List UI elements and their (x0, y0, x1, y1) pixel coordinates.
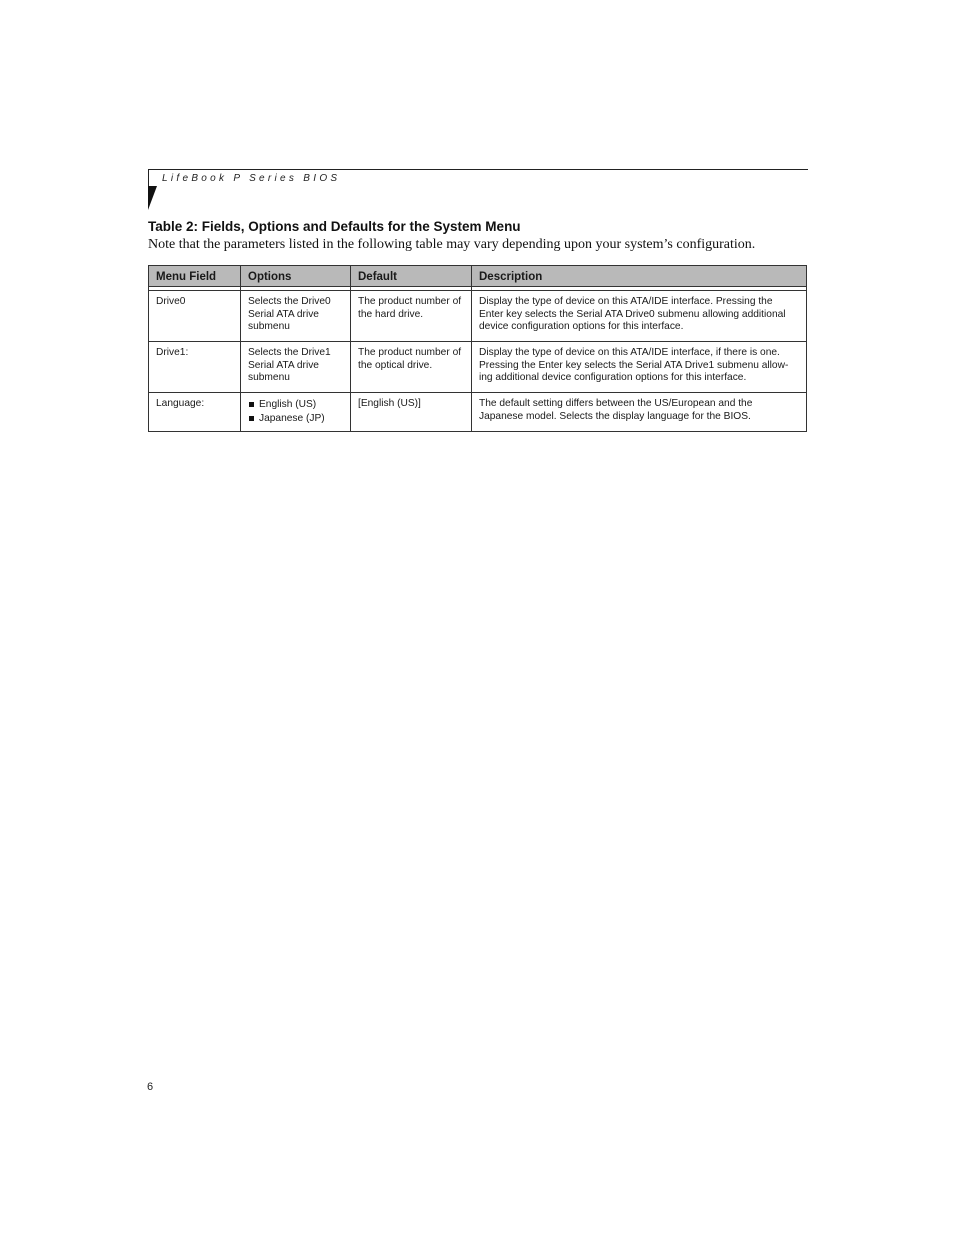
cell-menu-field: Language: (149, 393, 241, 432)
cell-options: Selects the Drive1 Serial ATA drive submenu (241, 342, 351, 393)
list-item: Japanese (JP) (248, 412, 343, 426)
table-row (149, 393, 807, 432)
system-menu-table (148, 265, 807, 432)
cell-default: The product number of the hard drive. (351, 291, 472, 342)
table-header-row (149, 266, 807, 287)
cell-options (241, 393, 351, 432)
header-rule (148, 169, 808, 170)
table-title: Table 2: Fields, Options and Defaults for the System Menu (148, 219, 521, 234)
cell-description: Display the type of device on this ATA/IDE interface. Pressing the Enter key selects the Serial ATA Drive0 submenu allowing additional device configuration options for this interface. (472, 291, 807, 342)
cell-default: The product number of the optical drive. (351, 342, 472, 393)
cell-default: [English (US)] (351, 393, 472, 432)
table-note: Note that the parameters listed in the following table may vary depending upon your system’s configuration. (148, 237, 756, 252)
running-header: LifeBook P Series BIOS (162, 173, 341, 184)
page-number: 6 (147, 1081, 154, 1093)
column-header-menu-field: Menu Field (149, 266, 241, 287)
options-bullet-list (248, 398, 343, 426)
cell-description: The default setting differs between the US/European and the Japanese model. Selects the display language for the BIOS. (472, 393, 807, 432)
table-row (149, 291, 807, 342)
column-header-options: Options (241, 266, 351, 287)
cell-options: Selects the Drive0 Serial ATA drive submenu (241, 291, 351, 342)
column-header-description: Description (472, 266, 807, 287)
list-item: English (US) (248, 398, 343, 412)
cell-menu-field: Drive0 (149, 291, 241, 342)
cell-menu-field: Drive1: (149, 342, 241, 393)
header-wedge-mark (148, 186, 157, 210)
cell-description: Display the type of device on this ATA/IDE interface, if there is one. Pressing the Enter key selects the Serial ATA Drive1 submenu allow-ing additional device configuration options for this interface. (472, 342, 807, 393)
table-row (149, 342, 807, 393)
column-header-default: Default (351, 266, 472, 287)
